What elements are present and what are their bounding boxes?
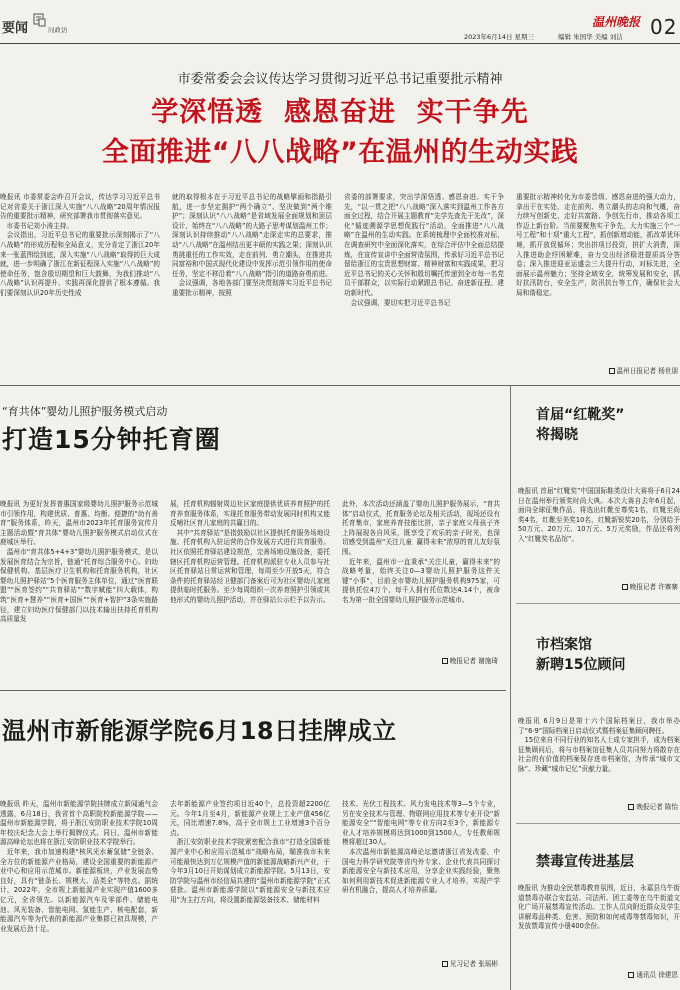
byline-box-icon — [442, 658, 448, 664]
award-headline-2: 将揭晓 — [536, 427, 578, 443]
archive-body: 晚报讯 6月9日是第十六个国际档案日，我市举办了“6·9”国际档案日启动仪式暨档案征集顾问聘任。 15位来自不同行业的知名人士成专家担手，成为档案征集顾问后，将与市档案馆征集人员共同努力将散存在社会的有价值的档案保存进市档案馆，为传承“城市文脉”、珍藏“城市记忆”贡献力量。 — [518, 717, 680, 773]
archive-byline — [518, 803, 678, 813]
date-line: 2023年6月14日 星期三 — [464, 33, 535, 41]
lead-headline-1: 学深悟透 感恩奋进 实干争先 — [151, 97, 529, 128]
award-byline-text: 晚报记者 许寨寨 — [629, 583, 678, 591]
lead-col-3: 省委的部署要求，突出学深悟透、感恩奋进、实干争先，“以一贯之把“八八战略”深入落实到温州工作各方面全过程，结合开展主题教育“先学先查先干先改”，深化“循迹溯源学思想促践行”活动，全面推进“八八战略”在温州的生动实践。在系统梳理中全面校准对标，在调查研究中全面深化落实，在综合评估中全面总结提炼，在宣传宣讲中全面营造氛围，传承好习近平总书记留给浙江的宝贵思想财富、精神财富和实践成果，把习近平总书记的关心关怀和殷切嘱托传递到全市每一名党员干部群众，以实际行动紧跟总书记、奋进新征程、建功新时代。 会议强调，要切实把习近平总书记 — [344, 193, 504, 307]
section-title: 要闻 — [2, 21, 29, 36]
brand-logo: 温州晚报 — [592, 15, 641, 29]
energy-col-2: 去年新能源产业签约项目近40个，总投资超2200亿元。今年1月至4月，新能源产业规上工业产值456亿元，同比增速7.8%，高于全市规上工业增速3个百分点。 浙江安防职业技术学院紧密配合我市“打造全国新能源产业中心和应用示范城市”战略布局，瞄准我市未来可能最快达到万亿规模产值的新能源战略新兴产业，于今年3月10日开始谋划成立新能源学院。5月13日，安防学院与温州市经信局共建的“温州市新能源学院”正式获批。温州市新能源学院以“新能源安全与新技术应用”为主打方向，将设置新能源装备技术、储能材料 — [170, 800, 330, 904]
childcare-col-3: 此外，本次活动还涵盖了婴幼儿照护服务展示，“育共体”启动仪式，托育服务论坛及相关活动，现场还设有托育集市，家庭养育技能比拼，亲子家庭父母孩子齐上阵展现各自风采，既享受了欢乐的亲子时光，也深切感受到温州“关注儿童 赢得未来”浓厚的育儿友好氛围。 近年来，温州市一直秉承“关注儿童，赢得未来”的战略考量，始终关注0—3婴幼儿照护服务这件关键“小事”，目前全市婴幼儿照护服务机构975家，可提供托位4万个，每千人拥有托位数达4.14个，被命名为第一批全国婴幼儿照护服务示范城市。 — [342, 500, 500, 604]
masthead — [0, 0, 680, 50]
divider-childcare — [0, 690, 506, 691]
byline-box-icon — [442, 961, 448, 967]
childcare-byline — [342, 657, 498, 667]
lead-col-2: 就的取得根本在于习近平总书记的战略擘画和指路引航，进一步坚定拥护“两个确立”、坚决做到“两个维护”；深刻认识“八八战略”是省域发展全面规划和顶层设计，始终在“八八战略”的大路子思考谋划温州工作；深刻认识持续推动“八八战略”走深走实的总要求，推动“八八战略”在温州结出更丰硕的实践之果；深刻认识勇挑重任的工作实效，走在前列、勇立潮头，在推进共同富裕和中国式现代化建设中发挥示范引领作用的使命任务，坚定不移沿着“八八战略”指引的道路奋勇前进。 会议强调，各地各部门要坚决贯彻落实习近平总书记重要批示精神，按照 — [172, 193, 332, 297]
childcare-kicker: “育共体”婴幼儿照护服务模式启动 — [2, 405, 168, 418]
divider-archive — [516, 823, 680, 824]
drug-byline — [518, 971, 678, 981]
lead-col-4: 重要批示精神转化为市委晋级、感恩奋进的强大动力，拿出干在实处、走在前列、勇立潮头的志向和气概，奋力续写创新史、走好共富路、争创先行市，推动各项工作迈上新台阶。当前要聚焦实干争先，大力实施三个“一号工程”和十项“重大工程”，抓创新增动能，抓改革优环境，抓开放促循环；突出拼项目投资，拼扩大消费，深入推进助企纾困解难，奋力交出经济稳进提质高分答卷；深入推进迎亚运盛会三大提升行动，对标先进，全面展示温州魅力；坚持全域安全，统筹发展和安全，抓好抗汛防台，安全生产，防汛抗台等工作，确保社会大局和谐稳定。 — [516, 193, 680, 297]
archive-byline-text: 晚报记者 陈怡 — [636, 803, 678, 811]
energy-col-1: 晚报讯 昨天，温州市新能源学院挂牌成立新闻通气会透露，6月18日，我省首个高职院校新能源学院——温州市新能源学院，将于浙江安防职业技术学院10周年校庆纪念大会上举行揭牌仪式。同日，温州市新能源高峰论坛也将在浙江安防职业技术学院举行。 近年来，我市加速构建“核风光水蓄氢储”全链条、全方位的新能源产业格局，建设全国重要的新能源产业中心和应用示范城市。新能源板块，产业发展态势良好，具有“链条长、规模大、品类全”等特点。据统计，2022年，全市规上新能源产业实现产值1600多亿元，全省领先。以新能源汽车及零部件、储能电池、风光装备、智能电网、氢能生产、核电配套，新能源汽车等为代表的新能源产业集群已初具规模，产业发展后劲十足。 — [0, 800, 158, 933]
byline-box-icon — [609, 368, 615, 374]
masthead-rule — [0, 43, 680, 44]
energy-headline: 温州市新能源学院6月18日挂牌成立 — [2, 717, 397, 745]
childcare-byline-text: 晚报记者 谢施琦 — [449, 657, 498, 665]
subsection-label: 问政访 — [48, 26, 68, 34]
energy-col-3: 技术、光伏工程技术、风力发电技术等3—5个专业，另在安全技术与管理、物联网应用技术等专业开设“新能源安全”“智能电网”等专业方向2至3个，新能源专业人才培养规模将达到1000到1500人，专任教师规模将超过30人。 本次温州市新能源高峰论坛邀请浙江省发改委、中国电力科学研究院等省内外专家、企业代表共同探讨新能源安全与新技术应用，分享企业实践经验，聚焦如何利用新技术促进新能源专业人才培养，实现产学研有机融合，提高人才培养质量。 — [342, 800, 500, 895]
drug-headline: 禁毒宣传进基层 — [536, 854, 634, 870]
lead-col-1: 晚报讯 市委常委会昨召开会议，传达学习习近平总书记对省委关于浙江深入实施“八八战略”20周年情况报告的重要批示精神，研究部署我市贯彻落实意见。 市委书记刘小涛主持。 会议指出，习近平总书记的重要批示深刻揭示了“八八战略”的形成历程和全局意义，充分肯定了浙江20年来一张蓝图绘到底，深入实施“八八战略”取得的巨大成就，进一步明确了浙江在新征程深入实施“八八战略”的使命任务，饱含殷切期望和巨大鼓舞，为我们推动“八八战略”认识再提升、实践再深化提供了根本遵循。我们要深刻认识20年历史性成 — [0, 193, 160, 297]
archive-headline-2: 新聘15位顾问 — [536, 657, 626, 673]
archive-headline-1: 市档案馆 — [536, 637, 592, 653]
childcare-headline: 打造15分钟托育圈 — [2, 425, 221, 454]
lead-headline-2: 全面推进“八八战略”在温州的生动实践 — [101, 137, 579, 168]
award-headline-1: 首届“红靴奖” — [536, 407, 625, 423]
divider-award — [516, 603, 680, 604]
byline-box-icon — [628, 972, 634, 978]
drug-byline-text: 通讯员 徐建恩 — [636, 971, 678, 979]
section-icon — [33, 12, 46, 26]
lead-kicker: 市委常委会会议传达学习贯彻习近平总书记重要批示精神 — [177, 72, 503, 87]
award-body: 晚报讯 首届“红靴奖”中国国际鞋类设计大赛将于6月24日在温州举行颁奖时尚大典。本次大赛自去年6月起，面向全球征集作品，将选出红靴至尊奖1名，红靴至尚奖4名，红靴至美奖10名，红靴新锐奖20名，分别给予50万元、20万元、10万元、5万元奖励，作品还将列入“红靴奖名品馆”。 — [518, 487, 680, 543]
divider-lead — [0, 385, 680, 386]
lead-byline-text: 温州日报记者 杨世朋 — [616, 367, 678, 375]
editor-credits: 编辑 朱国华 美编 刘洁 — [558, 33, 623, 41]
childcare-col-1: 晚报讯 为更好发挥普惠国家级婴幼儿照护服务示范城市引领作用，构建优质、普惠、均衡、便捷的“幼有善育”服务体系，昨天，温州市2023年托育服务宣传月主题活动暨“育共体”婴幼儿照护服务模式启动仪式在鹿城区举行。 温州市“育共体5+4+3”婴幼儿照护服务模式，是以发展医育结合为宗旨，链通“托育综合服务中心、妇幼保健机构、基层医疗卫生机构和托育服务机构，社区婴幼儿照护驿站”5个医育服务主体单位，通过“医育联盟”“医育签约”“共育驿站”“数字赋能”四大载体，构筑“医育+慧养”“医育+国医”“医育+智护”3条实施路径，建立妇幼医疗保健部门以技术输出扶持托育机构高质量发 — [0, 500, 158, 624]
sidebar-divider — [510, 386, 511, 990]
energy-byline-text: 见习记者 张瑶彬 — [449, 960, 498, 968]
byline-box-icon — [628, 804, 634, 810]
award-byline — [518, 583, 678, 593]
childcare-col-2: 展，托育机构辐射周边社区家庭提供优质养育照护的托育养育服务体系，实现托育服务带动发展同时机构又能反哺社区育儿家庭的共赢目的。 其中“共育驿站”是指鼓励以社区提供托育服务场地设施、托育机构入驻运营的合作发展方式进行共育服务。社区依照托育驿站建设规范，完善场地设施设备，委托辖区托育机构运营管理。托育机构派驻专业人员参与社区托育驿站日常运营和管理，每周至少开放5天，符合条件的托育驿站经卫健部门备案后可为社区婴幼儿家庭提供临时托服务。至少每周组织一次养育照护引领或其他形式的婴幼儿照护活动，并在驿站公示栏予以告示。 — [170, 500, 330, 604]
byline-box-icon — [622, 584, 628, 590]
drug-body: 晚报讯 为推动全民禁毒教育氛围，近日，永嘉县乌牛街道禁毒办联合安监站、司法所、团工委等在乌牛街道文化广场开展禁毒宣传活动。工作人员向附近群众及学生讲解毒品种类、危害、预防和如何戒毒等禁毒知识，开发放禁毒宣传小册400余份。 — [518, 884, 680, 931]
lead-byline — [516, 367, 678, 377]
page-number: 02 — [650, 15, 678, 39]
energy-byline — [342, 960, 498, 970]
